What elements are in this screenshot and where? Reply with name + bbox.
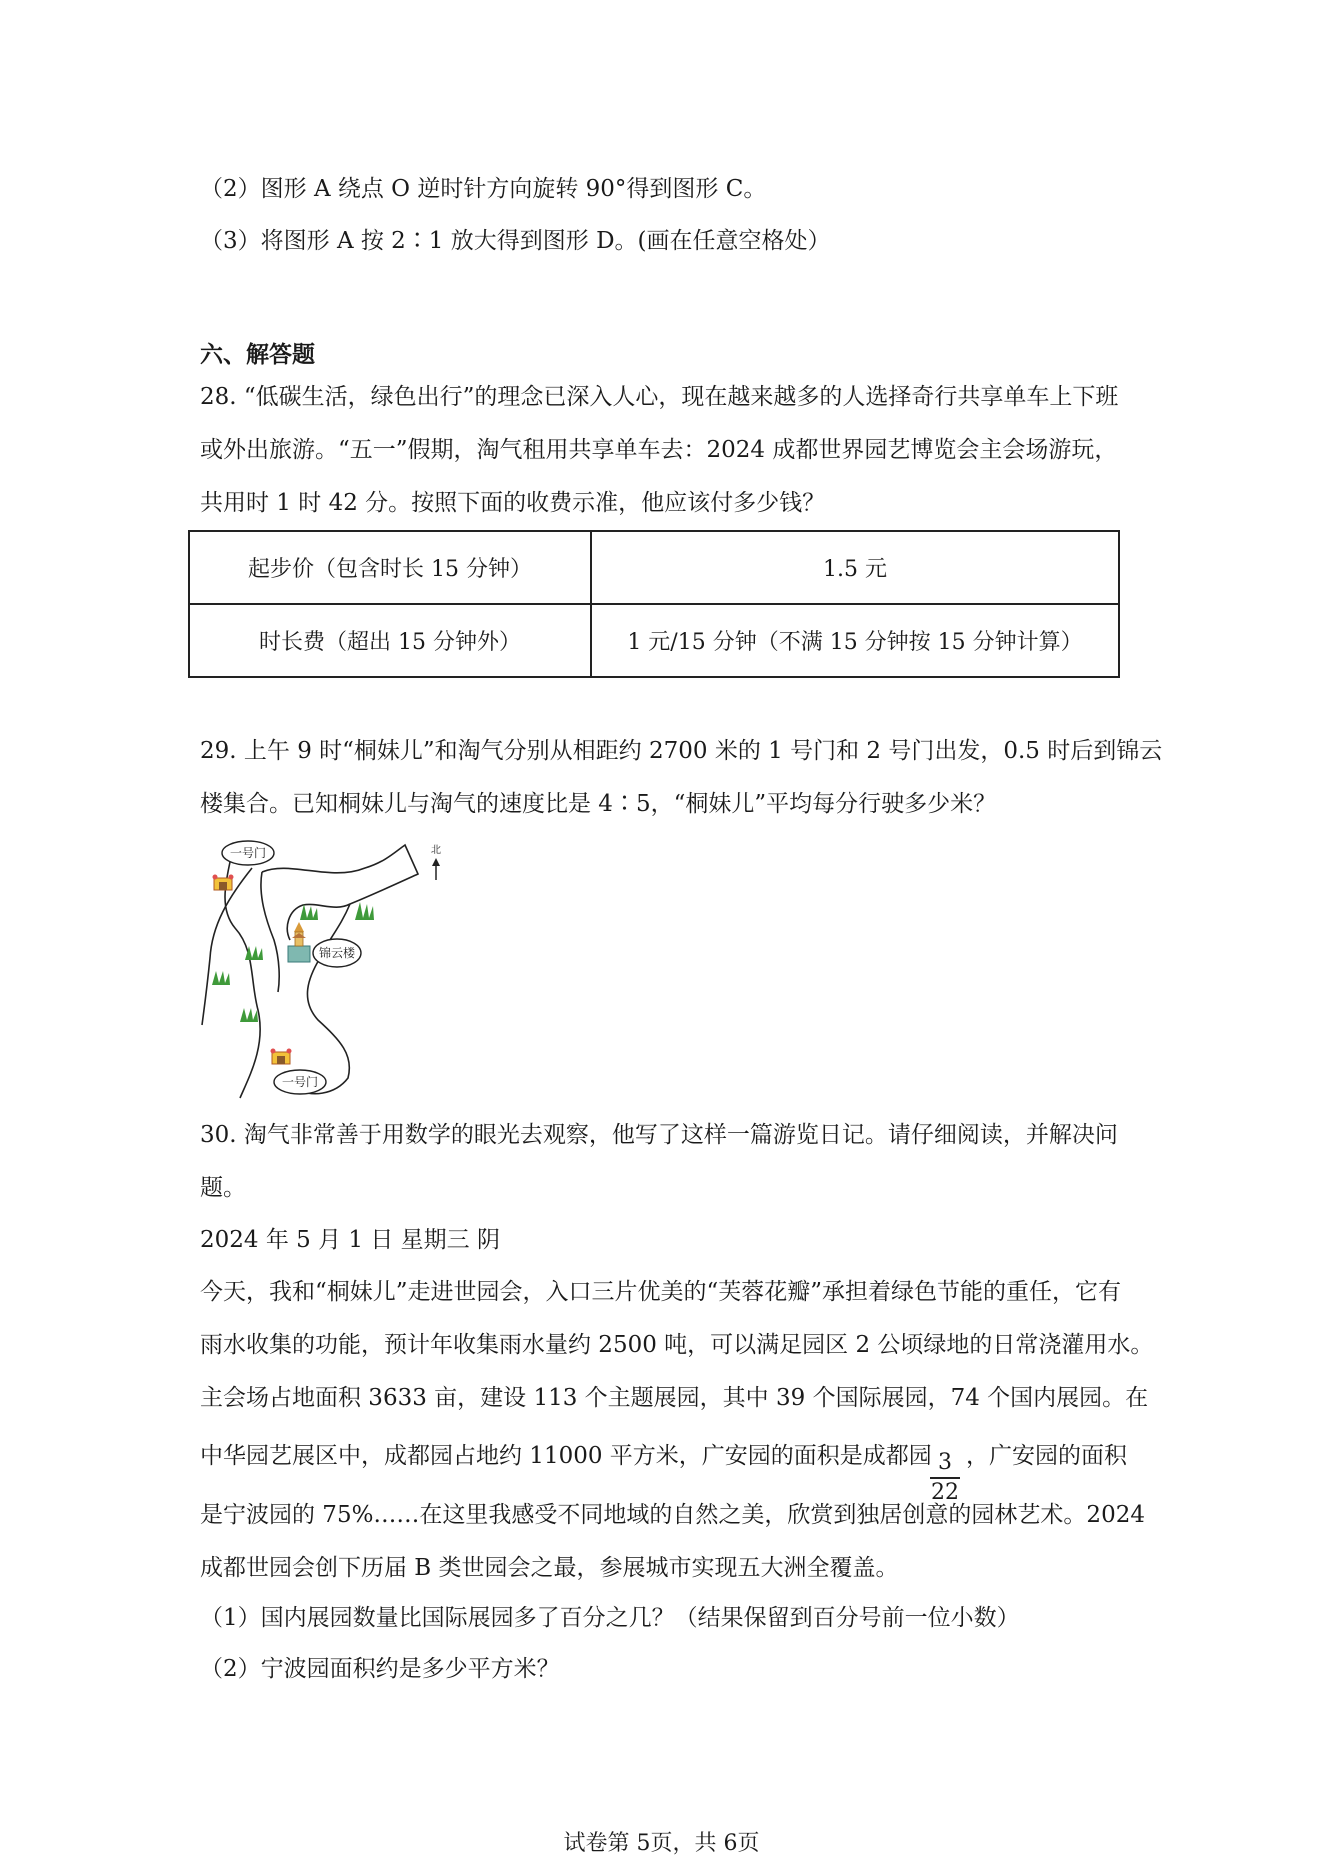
q30-p5: 是宁波园的 75%……在这里我感受不同地域的自然之美，欣赏到独居创意的园林艺术。2024 [200, 1502, 1145, 1528]
q30-p1: 今天，我和“桐妹儿”走进世园会，入口三片优美的“芙蓉花瓣”承担着绿色节能的重任，它有 [200, 1279, 1122, 1305]
q30-p2: 雨水收集的功能，预计年收集雨水量约 2500 吨，可以满足园区 2 公顷绿地的日常浇灌用水。 [200, 1332, 1154, 1358]
map-road-inner [261, 872, 279, 992]
q28-line3: 共用时 1 时 42 分。按照下面的收费示准，他应该付多少钱？ [200, 490, 826, 516]
gate-top-label: 一号门 [229, 846, 267, 860]
q30-p4a: 中华园艺展区中，成都园占地约 11000 平方米，广安园的面积是成都园 [200, 1443, 932, 1469]
gate-top-icon [213, 875, 234, 891]
table-row [189, 604, 1119, 677]
north-label: 北 [431, 845, 441, 856]
fee-value-cell: 1.5 元 [591, 531, 1119, 604]
fee-table [188, 530, 1120, 678]
q30-sub2: （2）宁波园面积约是多少平方米？ [200, 1656, 560, 1682]
table-row [189, 531, 1119, 604]
map-road-northeast [262, 845, 418, 940]
fraction-numerator: 3 [938, 1450, 952, 1475]
q29-line1: 29. 上午 9 时“桐妹儿”和淘气分别从相距约 2700 米的 1 号门和 2 号门出发，0.5 时后到锦云 [200, 738, 1163, 764]
q27-part2: （2）图形 A 绕点 O 逆时针方向旋转 90°得到图形 C。 [200, 176, 767, 202]
q30-p6: 成都世园会创下历届 B 类世园会之最，参展城市实现五大洲全覆盖。 [200, 1555, 899, 1581]
fraction-denominator: 22 [931, 1480, 959, 1505]
q30-line2: 题。 [200, 1175, 246, 1201]
park-map [200, 840, 480, 1105]
section-title: 六、解答题 [200, 342, 315, 368]
q28-line1: 28. “低碳生活，绿色出行”的理念已深入人心，现在越来越多的人选择奇行共享单车上下班 [200, 384, 1119, 410]
q30-sub1: （1）国内展园数量比国际展园多了百分之几？（结果保留到百分号前一位小数） [200, 1605, 1020, 1631]
map-boundary-west [202, 868, 252, 1025]
fee-value-cell: 1 元/15 分钟（不满 15 分钟按 15 分钟计算） [591, 604, 1119, 677]
q30-p4b: ，广安园的面积 [966, 1443, 1127, 1469]
tower-icon [288, 922, 310, 962]
gate-bottom-label: 一号门 [281, 1075, 319, 1089]
north-arrow-icon [432, 858, 440, 880]
q27-part3: （3）将图形 A 按 2∶1 放大得到图形 D。(画在任意空格处） [200, 228, 831, 254]
q28-line2: 或外出旅游。“五一”假期，淘气租用共享单车去：2024 成都世界园艺博览会主会场游玩， [200, 437, 1118, 463]
tower-label: 锦云楼 [318, 946, 356, 960]
q30-date: 2024 年 5 月 1 日 星期三 阴 [200, 1227, 500, 1253]
q29-line2: 楼集合。已知桐妹儿与淘气的速度比是 4∶5，“桐妹儿”平均每分行驶多少米？ [200, 791, 997, 817]
fee-label-cell: 起步价（包含时长 15 分钟） [189, 531, 591, 604]
fee-label-cell: 时长费（超出 15 分钟外） [189, 604, 591, 677]
fraction-3-22 [930, 1452, 960, 1504]
page-footer: 试卷第 5页，共 6页 [563, 1831, 760, 1856]
q30-line1: 30. 淘气非常善于用数学的眼光去观察，他写了这样一篇游览日记。请仔细阅读，并解决问 [200, 1122, 1118, 1148]
q30-p3: 主会场占地面积 3633 亩，建设 113 个主题展园，其中 39 个国际展园，74 个国内展园。在 [200, 1385, 1149, 1411]
gate-bottom-icon [271, 1049, 292, 1065]
